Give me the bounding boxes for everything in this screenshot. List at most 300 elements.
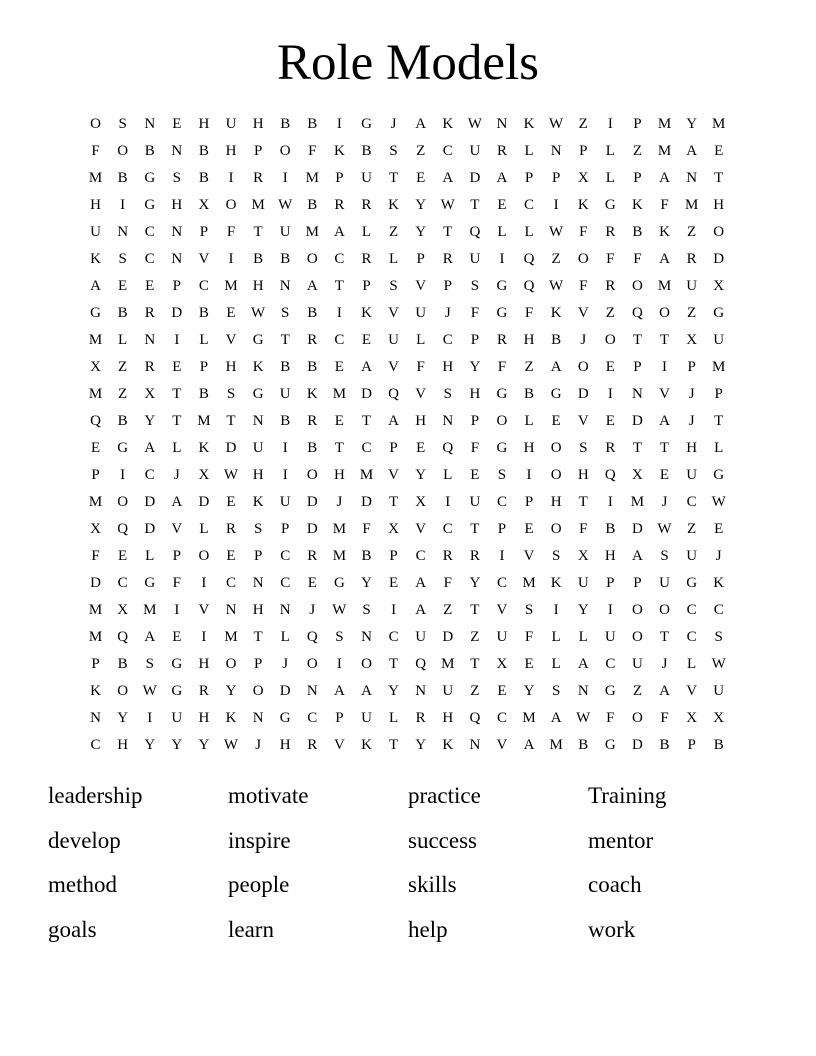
grid-letter: M: [657, 116, 672, 132]
grid-letter: J: [255, 737, 262, 753]
grid-row: [82, 111, 732, 138]
grid-letter: S: [551, 683, 561, 699]
grid-letter: S: [118, 251, 127, 267]
grid-letter: V: [523, 548, 535, 564]
grid-letter: M: [305, 170, 319, 186]
grid-letter: H: [523, 332, 535, 348]
grid-letter: G: [171, 683, 183, 699]
grid-letter: C: [280, 575, 291, 591]
grid-letter: X: [90, 359, 101, 375]
grid-letter: A: [388, 413, 399, 429]
grid-letter: H: [550, 494, 562, 510]
grid-letter: T: [632, 440, 642, 456]
grid-letter: N: [306, 683, 318, 699]
grid-letter: Z: [118, 386, 128, 402]
grid-letter: A: [415, 602, 427, 618]
grid-letter: Q: [117, 629, 129, 645]
grid-letter: Y: [415, 737, 427, 753]
grid-letter: F: [308, 143, 317, 159]
grid-letter: P: [470, 413, 480, 429]
grid-letter: Z: [470, 683, 480, 699]
word-bank-item: work: [588, 916, 636, 942]
grid-letter: A: [632, 548, 643, 564]
grid-letter: O: [306, 467, 318, 483]
grid-letter: U: [171, 710, 183, 726]
grid-letter: H: [523, 440, 535, 456]
grid-letter: H: [225, 143, 237, 159]
grid-letter: T: [388, 494, 399, 510]
grid-letter: G: [550, 386, 562, 402]
grid-letter: B: [307, 116, 318, 132]
grid-letter: S: [281, 305, 290, 321]
grid-letter: B: [198, 386, 209, 402]
grid-letter: H: [252, 116, 264, 132]
grid-letter: I: [445, 494, 451, 510]
grid-letter: T: [578, 494, 588, 510]
grid-letter: F: [91, 143, 100, 159]
grid-letter: D: [279, 683, 291, 699]
grid-letter: E: [416, 170, 426, 186]
grid-letter: B: [659, 737, 670, 753]
grid-letter: B: [117, 170, 128, 186]
grid-letter: Z: [416, 143, 426, 159]
word-bank-item: motivate: [228, 783, 309, 808]
word-bank-item: people: [228, 872, 290, 897]
grid-letter: P: [524, 170, 534, 186]
grid-letter: F: [606, 251, 615, 267]
grid-letter: V: [577, 305, 589, 321]
grid-letter: U: [686, 467, 698, 483]
grid-letter: H: [198, 656, 210, 672]
grid-letter: K: [90, 683, 101, 699]
grid-letter: X: [713, 710, 725, 726]
grid-letter: X: [198, 197, 210, 213]
grid-letter: I: [553, 602, 559, 618]
grid-letter: U: [415, 629, 427, 645]
grid-letter: C: [496, 494, 507, 510]
grid-letter: W: [711, 656, 726, 672]
grid-letter: L: [551, 629, 561, 645]
grid-letter: O: [225, 197, 237, 213]
grid-letter: R: [226, 521, 237, 537]
grid-letter: B: [117, 305, 128, 321]
grid-letter: V: [659, 386, 670, 402]
grid-letter: C: [686, 629, 697, 645]
grid-letter: H: [198, 116, 210, 132]
grid-letter: Y: [686, 116, 698, 132]
grid-row: [82, 624, 732, 651]
grid-letter: W: [576, 710, 591, 726]
grid-letter: W: [142, 683, 157, 699]
grid-letter: U: [713, 332, 725, 348]
grid-letter: Y: [577, 602, 589, 618]
grid-letter: J: [173, 467, 180, 483]
grid-row: [82, 273, 732, 300]
grid-letter: H: [252, 278, 264, 294]
grid-letter: H: [279, 737, 291, 753]
word-bank-item: develop: [48, 827, 121, 853]
grid-letter: A: [496, 170, 508, 186]
grid-letter: O: [306, 251, 318, 267]
word-bank-item: goals: [48, 916, 97, 942]
grid-letter: Q: [90, 413, 101, 429]
grid-letter: X: [144, 386, 156, 402]
grid-letter: P: [416, 251, 425, 267]
grid-letter: Q: [442, 440, 454, 456]
grid-letter: E: [659, 467, 670, 483]
grid-letter: O: [550, 440, 562, 456]
grid-letter: M: [224, 278, 238, 294]
grid-letter: C: [496, 575, 507, 591]
grid-letter: X: [496, 656, 508, 672]
grid-letter: V: [225, 332, 237, 348]
grid-letter: I: [120, 197, 126, 213]
grid-letter: Y: [361, 575, 372, 591]
grid-letter: C: [496, 710, 507, 726]
grid-letter: C: [144, 251, 155, 267]
grid-letter: E: [605, 359, 615, 375]
grid-letter: N: [171, 224, 183, 240]
grid-letter: U: [713, 683, 725, 699]
grid-letter: U: [469, 251, 481, 267]
grid-letter: C: [117, 575, 128, 591]
grid-letter: O: [90, 116, 101, 132]
grid-letter: N: [442, 413, 454, 429]
grid-letter: Q: [117, 521, 129, 537]
grid-letter: B: [307, 359, 318, 375]
grid-letter: S: [118, 116, 127, 132]
grid-letter: B: [117, 413, 128, 429]
grid-letter: R: [307, 413, 318, 429]
grid-letter: O: [632, 710, 643, 726]
grid-letter: C: [90, 737, 101, 753]
grid-letter: U: [279, 224, 291, 240]
grid-row: [82, 165, 732, 192]
grid-letter: X: [90, 521, 101, 537]
grid-letter: T: [253, 224, 263, 240]
grid-letter: E: [90, 440, 101, 456]
grid-letter: N: [632, 386, 643, 402]
grid-letter: Z: [632, 143, 642, 159]
grid-letter: I: [201, 575, 207, 591]
grid-letter: E: [118, 278, 128, 294]
grid-letter: C: [334, 251, 345, 267]
grid-letter: A: [523, 737, 535, 753]
grid-letter: Z: [388, 224, 399, 240]
grid-letter: P: [687, 737, 696, 753]
grid-letter: L: [687, 656, 697, 672]
grid-letter: O: [632, 629, 643, 645]
grid-letter: F: [660, 710, 669, 726]
grid-letter: E: [172, 116, 182, 132]
grid-letter: I: [526, 467, 532, 483]
grid-letter: D: [361, 386, 372, 402]
grid-letter: K: [333, 143, 345, 159]
grid-letter: V: [577, 413, 589, 429]
grid-letter: Q: [388, 386, 399, 402]
grid-letter: K: [550, 575, 562, 591]
grid-letter: S: [362, 602, 371, 618]
grid-letter: D: [144, 494, 156, 510]
grid-letter: D: [632, 413, 643, 429]
grid-letter: H: [415, 413, 427, 429]
word-bank-item: practice: [408, 783, 481, 808]
grid-letter: D: [144, 521, 156, 537]
grid-letter: H: [252, 467, 264, 483]
grid-letter: J: [444, 305, 451, 321]
word-bank-item: inspire: [228, 827, 291, 853]
grid-letter: Y: [415, 197, 427, 213]
grid-letter: E: [497, 683, 507, 699]
grid-letter: D: [225, 440, 237, 456]
grid-letter: I: [499, 548, 505, 564]
grid-letter: L: [524, 224, 534, 240]
grid-letter: L: [524, 143, 534, 159]
grid-letter: E: [334, 359, 344, 375]
grid-letter: C: [605, 656, 616, 672]
grid-letter: U: [279, 386, 291, 402]
grid-letter: U: [577, 575, 589, 591]
grid-letter: G: [171, 656, 183, 672]
grid-letter: E: [388, 575, 399, 591]
grid-letter: B: [307, 197, 318, 213]
grid-letter: C: [334, 332, 345, 348]
grid-letter: E: [361, 332, 372, 348]
grid-letter: U: [361, 170, 372, 186]
grid-letter: P: [199, 224, 209, 240]
grid-letter: M: [712, 359, 726, 375]
grid-letter: C: [415, 548, 426, 564]
grid-letter: L: [145, 548, 155, 564]
grid-letter: Q: [306, 629, 318, 645]
grid-letter: V: [171, 521, 183, 537]
grid-letter: V: [198, 251, 210, 267]
grid-letter: M: [88, 332, 103, 348]
grid-letter: L: [199, 521, 209, 537]
grid-letter: O: [659, 602, 670, 618]
grid-letter: U: [388, 332, 399, 348]
grid-letter: T: [470, 602, 480, 618]
grid-letter: F: [524, 629, 534, 645]
grid-letter: X: [686, 332, 698, 348]
grid-letter: R: [307, 737, 318, 753]
grid-letter: A: [442, 170, 454, 186]
grid-letter: Y: [225, 683, 237, 699]
grid-letter: F: [362, 521, 371, 537]
grid-letter: S: [470, 278, 480, 294]
grid-letter: N: [361, 629, 372, 645]
grid-letter: K: [361, 737, 372, 753]
grid-letter: T: [172, 413, 182, 429]
grid-letter: G: [90, 305, 101, 321]
grid-letter: A: [686, 143, 698, 159]
grid-letter: W: [251, 305, 266, 321]
grid-letter: P: [633, 359, 642, 375]
grid-letter: B: [280, 116, 291, 132]
grid-letter: I: [607, 386, 613, 402]
grid-letter: K: [713, 575, 725, 591]
grid-letter: T: [388, 656, 399, 672]
grid-letter: T: [253, 629, 263, 645]
grid-letter: C: [442, 143, 453, 159]
grid-letter: M: [359, 467, 374, 483]
grid-letter: H: [469, 386, 481, 402]
grid-letter: K: [442, 116, 454, 132]
grid-letter: B: [578, 737, 589, 753]
grid-letter: I: [282, 467, 288, 483]
grid-letter: G: [117, 440, 129, 456]
grid-letter: X: [577, 170, 589, 186]
grid-letter: K: [90, 251, 101, 267]
grid-letter: M: [332, 521, 347, 537]
grid-letter: D: [361, 494, 372, 510]
grid-letter: W: [711, 494, 726, 510]
grid-letter: K: [632, 197, 643, 213]
grid-letter: U: [415, 305, 427, 321]
grid-letter: Y: [144, 737, 156, 753]
word-bank-item: learn: [228, 916, 274, 942]
grid-letter: P: [606, 575, 615, 591]
grid-letter: G: [496, 440, 508, 456]
grid-letter: L: [714, 440, 724, 456]
grid-letter: Z: [687, 521, 697, 537]
grid-letter: U: [604, 629, 616, 645]
grid-letter: M: [197, 413, 211, 429]
grid-letter: E: [416, 440, 426, 456]
grid-letter: P: [253, 548, 263, 564]
grid-letter: L: [497, 224, 507, 240]
grid-letter: N: [171, 143, 183, 159]
grid-letter: V: [388, 467, 399, 483]
grid-letter: E: [334, 413, 344, 429]
grid-row: [82, 435, 732, 462]
grid-row: [82, 300, 732, 327]
word-bank-item: method: [48, 872, 117, 897]
grid-letter: T: [470, 197, 480, 213]
grid-letter: B: [144, 143, 155, 159]
grid-letter: V: [415, 278, 427, 294]
grid-letter: A: [333, 224, 345, 240]
grid-letter: B: [198, 305, 209, 321]
grid-letter: B: [713, 737, 724, 753]
grid-letter: T: [280, 332, 290, 348]
grid-letter: N: [252, 413, 264, 429]
grid-letter: I: [391, 602, 397, 618]
grid-letter: V: [388, 305, 399, 321]
grid-row: [82, 327, 732, 354]
grid-letter: L: [524, 413, 534, 429]
grid-letter: J: [661, 656, 668, 672]
grid-letter: O: [604, 332, 616, 348]
grid-letter: M: [522, 575, 536, 591]
grid-letter: D: [577, 386, 589, 402]
grid-letter: X: [198, 467, 210, 483]
grid-letter: C: [144, 224, 155, 240]
grid-letter: F: [579, 521, 588, 537]
grid-letter: H: [225, 359, 237, 375]
grid-letter: T: [632, 332, 642, 348]
grid-letter: S: [443, 386, 452, 402]
grid-letter: Y: [415, 467, 427, 483]
grid-letter: F: [470, 440, 480, 456]
grid-letter: F: [470, 305, 480, 321]
grid-letter: U: [252, 440, 264, 456]
grid-letter: T: [334, 440, 344, 456]
grid-letter: D: [198, 494, 210, 510]
grid-letter: M: [88, 170, 103, 186]
grid-letter: P: [389, 548, 398, 564]
grid-letter: J: [282, 656, 289, 672]
grid-letter: V: [198, 602, 210, 618]
grid-letter: M: [332, 548, 347, 564]
grid-letter: C: [307, 710, 318, 726]
grid-letter: O: [117, 143, 129, 159]
grid-letter: U: [686, 548, 698, 564]
grid-letter: N: [279, 602, 291, 618]
word-bank-row: [48, 912, 768, 957]
grid-letter: I: [553, 197, 559, 213]
grid-letter: H: [604, 548, 616, 564]
grid-letter: M: [143, 602, 157, 618]
grid-letter: M: [88, 602, 103, 618]
grid-letter: H: [686, 440, 698, 456]
grid-letter: O: [252, 683, 264, 699]
grid-letter: Z: [524, 359, 534, 375]
grid-letter: Y: [388, 683, 399, 699]
grid-letter: G: [496, 278, 508, 294]
grid-letter: F: [660, 197, 669, 213]
grid-letter: E: [145, 278, 155, 294]
grid-letter: D: [90, 575, 101, 591]
grid-row: [82, 462, 732, 489]
grid-letter: R: [605, 278, 616, 294]
grid-letter: A: [550, 710, 562, 726]
grid-letter: H: [198, 710, 210, 726]
grid-letter: Q: [632, 305, 643, 321]
grid-letter: C: [442, 521, 453, 537]
grid-letter: H: [117, 737, 129, 753]
grid-letter: D: [632, 521, 643, 537]
grid-letter: B: [551, 332, 562, 348]
grid-letter: M: [522, 710, 536, 726]
grid-letter: B: [524, 386, 535, 402]
grid-letter: U: [469, 494, 481, 510]
grid-letter: R: [307, 332, 318, 348]
grid-letter: U: [659, 575, 670, 591]
grid-letter: S: [389, 143, 398, 159]
grid-letter: B: [280, 251, 291, 267]
grid-letter: G: [252, 332, 264, 348]
grid-letter: E: [524, 521, 534, 537]
page-title: Role Models: [276, 35, 540, 91]
grid-letter: H: [171, 197, 183, 213]
grid-letter: G: [604, 737, 616, 753]
word-bank-item: leadership: [48, 783, 143, 808]
grid-letter: V: [686, 683, 698, 699]
word-bank-item: skills: [408, 872, 457, 897]
grid-letter: S: [389, 278, 398, 294]
grid-letter: G: [279, 710, 291, 726]
grid-letter: G: [496, 305, 508, 321]
grid-letter: L: [551, 656, 561, 672]
grid-letter: A: [90, 278, 101, 294]
grid-letter: P: [281, 521, 290, 537]
grid-letter: P: [497, 521, 507, 537]
grid-letter: L: [388, 710, 399, 726]
grid-letter: T: [714, 170, 724, 186]
grid-letter: T: [388, 170, 399, 186]
grid-letter: T: [470, 656, 480, 672]
